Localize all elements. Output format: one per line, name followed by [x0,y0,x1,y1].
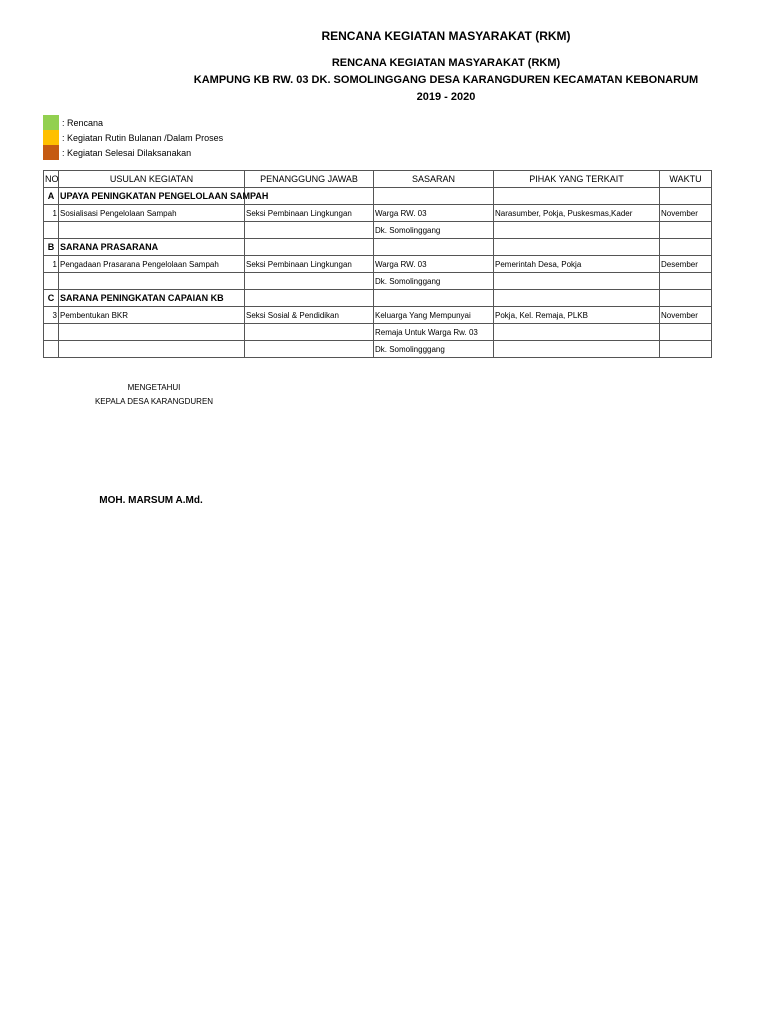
legend-label: : Rencana [62,117,104,128]
table-cell [44,273,59,290]
table-header-row [44,171,712,188]
table-row [44,341,712,358]
column-header-pihak: PIHAK YANG TERKAIT [494,171,660,188]
table-row [44,273,712,290]
legend-swatch-green [43,115,59,130]
legend-item-selesai [43,145,223,160]
table-cell [494,222,660,239]
table-cell [494,324,660,341]
section-code: A [44,188,59,205]
legend-swatch-orange [43,145,59,160]
table-cell [44,341,59,358]
table-cell: Seksi Pembinaan Lingkungan [245,256,374,273]
table-cell [245,290,374,307]
table-cell: Narasumber, Pokja, Puskesmas,Kader [494,205,660,222]
table-row [44,222,712,239]
column-header-usulan: USULAN KEGIATAN [59,171,245,188]
signature-acknowledge: MENGETAHUI [127,383,181,392]
table-cell [245,341,374,358]
table-cell: Pemerintah Desa, Pokja [494,256,660,273]
table-cell: Pembentukan BKR [59,307,245,324]
table-cell [660,273,712,290]
table-cell: Warga RW. 03 [374,256,494,273]
table-cell: Pokja, Kel. Remaja, PLKB [494,307,660,324]
table-row [44,205,712,222]
table-cell: November [660,307,712,324]
section-title: SARANA PENINGKATAN CAPAIAN KB [59,290,245,307]
table-cell: Desember [660,256,712,273]
section-code: B [44,239,59,256]
table-cell [494,273,660,290]
section-code: C [44,290,59,307]
table-cell [59,324,245,341]
document-location: KAMPUNG KB RW. 03 DK. SOMOLINGGANG DESA KARANGDUREN KECAMATAN KEBONARUM [193,74,699,86]
section-row [44,239,712,256]
section-title: SARANA PRASARANA [59,239,245,256]
column-header-no: NO [44,171,59,188]
section-title: UPAYA PENINGKATAN PENGELOLAAN SAMPAH [59,188,245,205]
column-header-sasaran: SASARAN [374,171,494,188]
table-cell: Warga RW. 03 [374,205,494,222]
document-subtitle: RENCANA KEGIATAN MASYARAKAT (RKM) [331,57,561,69]
table-cell [494,290,660,307]
table-cell [660,188,712,205]
table-cell [374,239,494,256]
table-cell: Seksi Sosial & Pendidikan [245,307,374,324]
table-row [44,324,712,341]
table-cell: 3 [44,307,59,324]
table-row [44,256,712,273]
table-cell [44,222,59,239]
table-cell: 1 [44,256,59,273]
table-cell [660,222,712,239]
table-cell: Pengadaan Prasarana Pengelolaan Sampah [59,256,245,273]
table-cell: 1 [44,205,59,222]
column-header-waktu: WAKTU [660,171,712,188]
activity-table [43,170,712,358]
table-cell [245,239,374,256]
table-cell [44,324,59,341]
table-cell: Dk. Somolinggang [374,273,494,290]
table-cell [494,341,660,358]
page-title: RENCANA KEGIATAN MASYARAKAT (RKM) [321,29,571,43]
table-cell [245,222,374,239]
table-cell: Dk. Somolingggang [374,341,494,358]
table-cell [374,290,494,307]
table-cell [59,222,245,239]
table-cell: Keluarga Yang Mempunyai [374,307,494,324]
table-row [44,307,712,324]
table-cell: Sosialisasi Pengelolaan Sampah [59,205,245,222]
signature-position: KEPALA DESA KARANGDUREN [94,397,214,406]
table-cell [59,341,245,358]
column-header-penanggung: PENANGGUNG JAWAB [245,171,374,188]
legend-swatch-yellow [43,130,59,145]
table-cell [494,188,660,205]
table-cell [59,273,245,290]
legend-item-proses [43,130,223,145]
table-cell [245,273,374,290]
table-cell: Dk. Somolinggang [374,222,494,239]
section-row [44,290,712,307]
table-cell: Seksi Pembinaan Lingkungan [245,205,374,222]
table-cell [660,290,712,307]
table-cell [245,324,374,341]
table-cell [374,188,494,205]
legend-item-rencana [43,115,223,130]
table-cell: November [660,205,712,222]
legend-label: : Kegiatan Selesai Dilaksanakan [62,147,192,158]
table-cell: Remaja Untuk Warga Rw. 03 [374,324,494,341]
section-row [44,188,712,205]
table-cell [660,239,712,256]
table-cell [494,239,660,256]
color-legend [43,115,223,160]
table-cell [660,324,712,341]
document-period: 2019 - 2020 [416,91,476,103]
signature-name: MOH. MARSUM A.Md. [99,495,203,506]
table-cell [660,341,712,358]
legend-label: : Kegiatan Rutin Bulanan /Dalam Proses [62,132,224,143]
table-body [44,188,712,358]
